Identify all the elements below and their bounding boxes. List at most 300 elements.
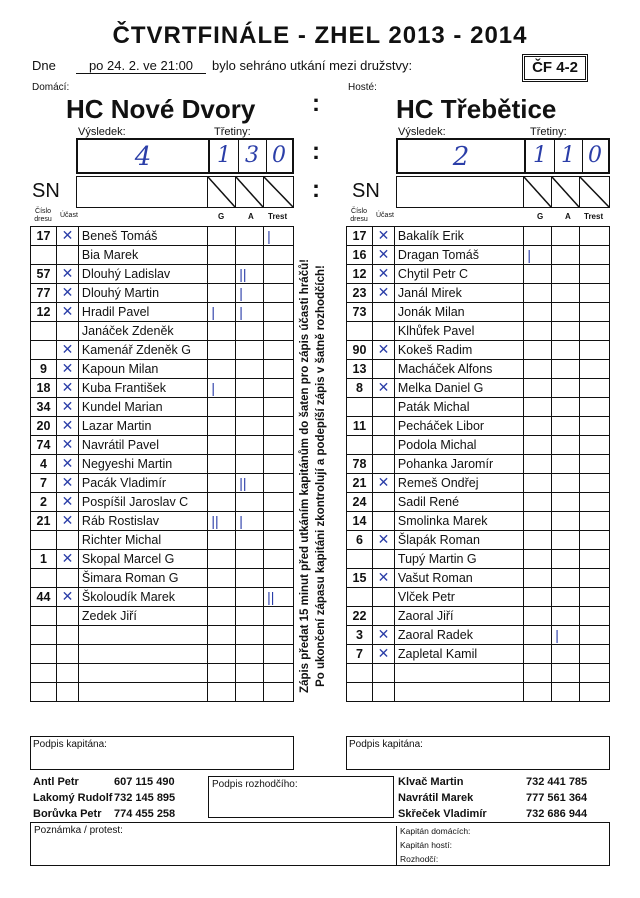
goals-cell[interactable] <box>524 683 552 702</box>
note-protest-box[interactable] <box>30 822 610 866</box>
assists-cell[interactable] <box>552 341 580 360</box>
assists-cell[interactable] <box>552 664 580 683</box>
assists-cell[interactable] <box>236 531 264 550</box>
player-number[interactable]: 17 <box>347 227 373 246</box>
assists-cell[interactable] <box>552 569 580 588</box>
penalty-cell[interactable] <box>264 322 294 341</box>
goals-cell[interactable] <box>208 664 236 683</box>
player-number[interactable] <box>31 683 57 702</box>
goals-cell[interactable] <box>208 588 236 607</box>
assists-cell[interactable] <box>552 531 580 550</box>
participation-mark[interactable] <box>56 664 78 683</box>
goals-cell[interactable] <box>524 284 552 303</box>
participation-mark[interactable]: ✕ <box>56 550 78 569</box>
player-name[interactable]: Remeš Ondřej <box>394 474 524 493</box>
participation-mark[interactable]: ✕ <box>56 588 78 607</box>
player-name[interactable]: Vašut Roman <box>394 569 524 588</box>
goals-cell[interactable] <box>208 550 236 569</box>
player-number[interactable]: 15 <box>347 569 373 588</box>
player-number[interactable]: 17 <box>31 227 57 246</box>
participation-mark[interactable] <box>372 512 394 531</box>
penalty-cell[interactable] <box>264 360 294 379</box>
penalty-cell[interactable] <box>580 512 610 531</box>
penalty-cell[interactable]: || <box>264 588 294 607</box>
player-name[interactable]: Janáček Zdeněk <box>78 322 207 341</box>
player-name[interactable]: Lazar Martin <box>78 417 207 436</box>
assists-cell[interactable]: | <box>236 512 264 531</box>
goals-cell[interactable] <box>524 493 552 512</box>
player-number[interactable] <box>31 531 57 550</box>
penalty-cell[interactable] <box>264 569 294 588</box>
assists-cell[interactable] <box>236 360 264 379</box>
assists-cell[interactable]: | <box>552 626 580 645</box>
player-name[interactable]: Melka Daniel G <box>394 379 524 398</box>
participation-mark[interactable]: ✕ <box>372 474 394 493</box>
participation-mark[interactable]: ✕ <box>56 284 78 303</box>
assists-cell[interactable] <box>552 379 580 398</box>
participation-mark[interactable]: ✕ <box>372 379 394 398</box>
penalty-cell[interactable] <box>580 683 610 702</box>
assists-cell[interactable] <box>552 303 580 322</box>
player-name[interactable]: Podola Michal <box>394 436 524 455</box>
participation-mark[interactable]: ✕ <box>56 227 78 246</box>
goals-cell[interactable] <box>524 531 552 550</box>
goals-cell[interactable] <box>208 398 236 417</box>
assists-cell[interactable] <box>552 360 580 379</box>
participation-mark[interactable] <box>56 645 78 664</box>
player-number[interactable]: 12 <box>347 265 373 284</box>
player-name[interactable] <box>78 683 207 702</box>
participation-mark[interactable] <box>372 588 394 607</box>
assists-cell[interactable] <box>552 550 580 569</box>
player-number[interactable]: 6 <box>347 531 373 550</box>
player-name[interactable] <box>394 683 524 702</box>
player-name[interactable]: Tupý Martin G <box>394 550 524 569</box>
goals-cell[interactable] <box>208 341 236 360</box>
player-name[interactable]: Klhůfek Pavel <box>394 322 524 341</box>
player-number[interactable] <box>31 664 57 683</box>
penalty-cell[interactable] <box>580 455 610 474</box>
player-name[interactable] <box>78 645 207 664</box>
assists-cell[interactable] <box>552 284 580 303</box>
player-number[interactable]: 24 <box>347 493 373 512</box>
player-name[interactable]: Beneš Tomáš <box>78 227 207 246</box>
player-number[interactable]: 11 <box>347 417 373 436</box>
player-name[interactable]: Ráb Rostislav <box>78 512 207 531</box>
player-name[interactable]: Zapletal Kamil <box>394 645 524 664</box>
player-number[interactable]: 22 <box>347 607 373 626</box>
penalty-cell[interactable] <box>264 436 294 455</box>
assists-cell[interactable] <box>552 607 580 626</box>
player-name[interactable]: Hradil Pavel <box>78 303 207 322</box>
participation-mark[interactable]: ✕ <box>372 265 394 284</box>
penalty-cell[interactable] <box>580 227 610 246</box>
participation-mark[interactable]: ✕ <box>56 512 78 531</box>
penalty-cell[interactable] <box>264 303 294 322</box>
participation-mark[interactable]: ✕ <box>56 417 78 436</box>
player-number[interactable] <box>347 550 373 569</box>
player-name[interactable] <box>78 664 207 683</box>
player-number[interactable]: 7 <box>347 645 373 664</box>
participation-mark[interactable]: ✕ <box>56 265 78 284</box>
home-captain-signature-box[interactable] <box>30 736 294 770</box>
assists-cell[interactable] <box>236 493 264 512</box>
participation-mark[interactable]: ✕ <box>372 531 394 550</box>
assists-cell[interactable] <box>552 474 580 493</box>
assists-cell[interactable] <box>236 626 264 645</box>
player-name[interactable]: Richter Michal <box>78 531 207 550</box>
goals-cell[interactable] <box>208 322 236 341</box>
player-number[interactable]: 13 <box>347 360 373 379</box>
player-name[interactable]: Smolinka Marek <box>394 512 524 531</box>
goals-cell[interactable]: | <box>524 246 552 265</box>
penalty-cell[interactable] <box>264 645 294 664</box>
player-name[interactable]: Kamenář Zdeněk G <box>78 341 207 360</box>
goals-cell[interactable] <box>208 360 236 379</box>
penalty-cell[interactable] <box>580 626 610 645</box>
player-name[interactable]: Skopal Marcel G <box>78 550 207 569</box>
player-number[interactable]: 18 <box>31 379 57 398</box>
player-number[interactable] <box>347 683 373 702</box>
goals-cell[interactable] <box>208 683 236 702</box>
player-number[interactable]: 73 <box>347 303 373 322</box>
goals-cell[interactable] <box>208 246 236 265</box>
player-name[interactable]: Dragan Tomáš <box>394 246 524 265</box>
penalty-cell[interactable] <box>580 493 610 512</box>
player-name[interactable]: Negyeshi Martin <box>78 455 207 474</box>
assists-cell[interactable] <box>236 607 264 626</box>
goals-cell[interactable] <box>524 626 552 645</box>
player-name[interactable]: Pecháček Libor <box>394 417 524 436</box>
assists-cell[interactable]: | <box>236 303 264 322</box>
goals-cell[interactable] <box>524 398 552 417</box>
participation-mark[interactable]: ✕ <box>56 379 78 398</box>
assists-cell[interactable] <box>552 417 580 436</box>
assists-cell[interactable] <box>552 322 580 341</box>
participation-mark[interactable]: ✕ <box>56 436 78 455</box>
goals-cell[interactable] <box>524 664 552 683</box>
participation-mark[interactable] <box>372 664 394 683</box>
assists-cell[interactable] <box>552 436 580 455</box>
player-number[interactable]: 77 <box>31 284 57 303</box>
penalty-cell[interactable] <box>580 588 610 607</box>
player-name[interactable]: Šimara Roman G <box>78 569 207 588</box>
participation-mark[interactable] <box>56 569 78 588</box>
penalty-cell[interactable] <box>580 284 610 303</box>
player-name[interactable]: Kuba František <box>78 379 207 398</box>
player-name[interactable]: Kundel Marian <box>78 398 207 417</box>
player-name[interactable]: Paták Michal <box>394 398 524 417</box>
penalty-cell[interactable] <box>580 303 610 322</box>
player-name[interactable]: Navrátil Pavel <box>78 436 207 455</box>
assists-cell[interactable] <box>236 550 264 569</box>
assists-cell[interactable] <box>552 512 580 531</box>
player-number[interactable] <box>31 341 57 360</box>
player-number[interactable] <box>347 322 373 341</box>
participation-mark[interactable]: ✕ <box>372 569 394 588</box>
participation-mark[interactable]: ✕ <box>372 645 394 664</box>
assists-cell[interactable] <box>236 398 264 417</box>
player-name[interactable]: Pacák Vladimír <box>78 474 207 493</box>
participation-mark[interactable] <box>372 493 394 512</box>
participation-mark[interactable]: ✕ <box>56 398 78 417</box>
player-number[interactable]: 3 <box>347 626 373 645</box>
assists-cell[interactable] <box>236 322 264 341</box>
goals-cell[interactable] <box>524 303 552 322</box>
player-name[interactable]: Zaoral Radek <box>394 626 524 645</box>
player-name[interactable]: Kokeš Radim <box>394 341 524 360</box>
assists-cell[interactable] <box>552 398 580 417</box>
penalty-cell[interactable] <box>580 664 610 683</box>
penalty-cell[interactable] <box>580 550 610 569</box>
player-number[interactable]: 78 <box>347 455 373 474</box>
penalty-cell[interactable] <box>264 284 294 303</box>
assists-cell[interactable] <box>236 227 264 246</box>
player-number[interactable] <box>31 246 57 265</box>
assists-cell[interactable] <box>236 341 264 360</box>
player-number[interactable] <box>31 569 57 588</box>
player-name[interactable]: Kapoun Milan <box>78 360 207 379</box>
assists-cell[interactable] <box>552 227 580 246</box>
participation-mark[interactable] <box>372 607 394 626</box>
goals-cell[interactable] <box>208 531 236 550</box>
goals-cell[interactable] <box>208 645 236 664</box>
penalty-cell[interactable] <box>580 379 610 398</box>
penalty-cell[interactable] <box>580 569 610 588</box>
assists-cell[interactable] <box>236 569 264 588</box>
player-number[interactable]: 23 <box>347 284 373 303</box>
assists-cell[interactable] <box>552 493 580 512</box>
assists-cell[interactable] <box>236 246 264 265</box>
participation-mark[interactable] <box>372 417 394 436</box>
participation-mark[interactable]: ✕ <box>56 303 78 322</box>
penalty-cell[interactable] <box>264 341 294 360</box>
player-name[interactable] <box>78 626 207 645</box>
penalty-cell[interactable] <box>264 512 294 531</box>
participation-mark[interactable] <box>372 322 394 341</box>
assists-cell[interactable]: || <box>236 474 264 493</box>
goals-cell[interactable] <box>208 474 236 493</box>
player-number[interactable] <box>31 626 57 645</box>
goals-cell[interactable]: | <box>208 303 236 322</box>
penalty-cell[interactable] <box>580 246 610 265</box>
player-number[interactable]: 90 <box>347 341 373 360</box>
goals-cell[interactable] <box>524 607 552 626</box>
assists-cell[interactable] <box>236 436 264 455</box>
player-number[interactable]: 14 <box>347 512 373 531</box>
assists-cell[interactable] <box>236 645 264 664</box>
penalty-cell[interactable] <box>580 360 610 379</box>
assists-cell[interactable] <box>552 683 580 702</box>
goals-cell[interactable] <box>208 284 236 303</box>
goals-cell[interactable] <box>524 588 552 607</box>
player-number[interactable] <box>347 398 373 417</box>
player-name[interactable]: Janál Mirek <box>394 284 524 303</box>
participation-mark[interactable] <box>372 360 394 379</box>
penalty-cell[interactable] <box>580 398 610 417</box>
player-number[interactable]: 16 <box>347 246 373 265</box>
player-number[interactable]: 34 <box>31 398 57 417</box>
player-name[interactable]: Vlček Petr <box>394 588 524 607</box>
assists-cell[interactable] <box>236 664 264 683</box>
participation-mark[interactable] <box>372 436 394 455</box>
goals-cell[interactable] <box>208 607 236 626</box>
player-number[interactable]: 9 <box>31 360 57 379</box>
penalty-cell[interactable] <box>264 531 294 550</box>
participation-mark[interactable] <box>56 626 78 645</box>
player-number[interactable]: 20 <box>31 417 57 436</box>
penalty-cell[interactable] <box>580 645 610 664</box>
goals-cell[interactable] <box>524 569 552 588</box>
player-number[interactable] <box>347 436 373 455</box>
goals-cell[interactable] <box>524 322 552 341</box>
player-name[interactable]: Školoudík Marek <box>78 588 207 607</box>
participation-mark[interactable]: ✕ <box>372 227 394 246</box>
participation-mark[interactable]: ✕ <box>56 474 78 493</box>
penalty-cell[interactable] <box>264 550 294 569</box>
participation-mark[interactable] <box>56 322 78 341</box>
penalty-cell[interactable] <box>264 664 294 683</box>
penalty-cell[interactable] <box>264 455 294 474</box>
participation-mark[interactable] <box>372 455 394 474</box>
player-number[interactable]: 44 <box>31 588 57 607</box>
player-number[interactable] <box>31 645 57 664</box>
goals-cell[interactable] <box>208 569 236 588</box>
player-number[interactable]: 57 <box>31 265 57 284</box>
participation-mark[interactable] <box>372 550 394 569</box>
penalty-cell[interactable] <box>264 265 294 284</box>
participation-mark[interactable] <box>372 683 394 702</box>
penalty-cell[interactable] <box>264 379 294 398</box>
goals-cell[interactable] <box>208 626 236 645</box>
penalty-cell[interactable] <box>264 398 294 417</box>
goals-cell[interactable] <box>208 227 236 246</box>
goals-cell[interactable] <box>524 436 552 455</box>
player-name[interactable]: Pohanka Jaromír <box>394 455 524 474</box>
goals-cell[interactable] <box>208 493 236 512</box>
goals-cell[interactable] <box>524 645 552 664</box>
player-name[interactable]: Dlouhý Ladislav <box>78 265 207 284</box>
player-number[interactable]: 21 <box>31 512 57 531</box>
goals-cell[interactable] <box>208 436 236 455</box>
player-number[interactable]: 21 <box>347 474 373 493</box>
participation-mark[interactable] <box>372 398 394 417</box>
penalty-cell[interactable] <box>580 474 610 493</box>
participation-mark[interactable]: ✕ <box>56 341 78 360</box>
player-number[interactable]: 74 <box>31 436 57 455</box>
penalty-cell[interactable] <box>580 531 610 550</box>
participation-mark[interactable]: ✕ <box>372 626 394 645</box>
goals-cell[interactable] <box>524 265 552 284</box>
penalty-cell[interactable] <box>580 265 610 284</box>
player-number[interactable]: 8 <box>347 379 373 398</box>
player-number[interactable]: 2 <box>31 493 57 512</box>
participation-mark[interactable]: ✕ <box>56 360 78 379</box>
assists-cell[interactable] <box>236 588 264 607</box>
player-name[interactable]: Jonák Milan <box>394 303 524 322</box>
goals-cell[interactable] <box>524 474 552 493</box>
player-name[interactable]: Bakalík Erik <box>394 227 524 246</box>
assists-cell[interactable]: || <box>236 265 264 284</box>
player-name[interactable]: Chytil Petr C <box>394 265 524 284</box>
assists-cell[interactable] <box>552 588 580 607</box>
penalty-cell[interactable] <box>580 341 610 360</box>
player-number[interactable]: 7 <box>31 474 57 493</box>
player-number[interactable] <box>347 588 373 607</box>
participation-mark[interactable]: ✕ <box>56 493 78 512</box>
penalty-cell[interactable] <box>580 436 610 455</box>
assists-cell[interactable] <box>236 379 264 398</box>
penalty-cell[interactable] <box>264 493 294 512</box>
penalty-cell[interactable] <box>580 607 610 626</box>
participation-mark[interactable] <box>56 531 78 550</box>
participation-mark[interactable]: ✕ <box>372 284 394 303</box>
player-number[interactable] <box>347 664 373 683</box>
goals-cell[interactable] <box>524 550 552 569</box>
penalty-cell[interactable] <box>264 474 294 493</box>
goals-cell[interactable]: | <box>208 379 236 398</box>
penalty-cell[interactable] <box>580 417 610 436</box>
referee-signature-box[interactable] <box>208 776 394 818</box>
participation-mark[interactable] <box>372 303 394 322</box>
penalty-cell[interactable] <box>264 626 294 645</box>
participation-mark[interactable]: ✕ <box>56 455 78 474</box>
player-name[interactable]: Pospíšil Jaroslav C <box>78 493 207 512</box>
away-captain-signature-box[interactable] <box>346 736 610 770</box>
goals-cell[interactable] <box>524 379 552 398</box>
player-name[interactable]: Dlouhý Martin <box>78 284 207 303</box>
participation-mark[interactable] <box>56 683 78 702</box>
goals-cell[interactable] <box>524 360 552 379</box>
player-name[interactable] <box>394 664 524 683</box>
goals-cell[interactable] <box>208 417 236 436</box>
assists-cell[interactable] <box>552 455 580 474</box>
player-name[interactable]: Zedek Jiří <box>78 607 207 626</box>
penalty-cell[interactable] <box>264 417 294 436</box>
goals-cell[interactable] <box>208 265 236 284</box>
penalty-cell[interactable] <box>580 322 610 341</box>
player-name[interactable]: Sadil René <box>394 493 524 512</box>
participation-mark[interactable] <box>56 607 78 626</box>
assists-cell[interactable] <box>236 683 264 702</box>
penalty-cell[interactable]: | <box>264 227 294 246</box>
player-name[interactable]: Zaoral Jiří <box>394 607 524 626</box>
goals-cell[interactable] <box>524 512 552 531</box>
player-name[interactable]: Macháček Alfons <box>394 360 524 379</box>
participation-mark[interactable]: ✕ <box>372 341 394 360</box>
player-number[interactable]: 1 <box>31 550 57 569</box>
assists-cell[interactable] <box>552 246 580 265</box>
goals-cell[interactable] <box>524 341 552 360</box>
player-name[interactable]: Bia Marek <box>78 246 207 265</box>
player-number[interactable] <box>31 322 57 341</box>
penalty-cell[interactable] <box>264 607 294 626</box>
goals-cell[interactable] <box>524 417 552 436</box>
player-number[interactable] <box>31 607 57 626</box>
assists-cell[interactable] <box>552 265 580 284</box>
assists-cell[interactable] <box>236 417 264 436</box>
penalty-cell[interactable] <box>264 246 294 265</box>
assists-cell[interactable] <box>236 455 264 474</box>
player-number[interactable]: 4 <box>31 455 57 474</box>
penalty-cell[interactable] <box>264 683 294 702</box>
goals-cell[interactable]: || <box>208 512 236 531</box>
participation-mark[interactable] <box>56 246 78 265</box>
goals-cell[interactable] <box>524 227 552 246</box>
participation-mark[interactable]: ✕ <box>372 246 394 265</box>
assists-cell[interactable] <box>552 645 580 664</box>
player-name[interactable]: Šlapák Roman <box>394 531 524 550</box>
